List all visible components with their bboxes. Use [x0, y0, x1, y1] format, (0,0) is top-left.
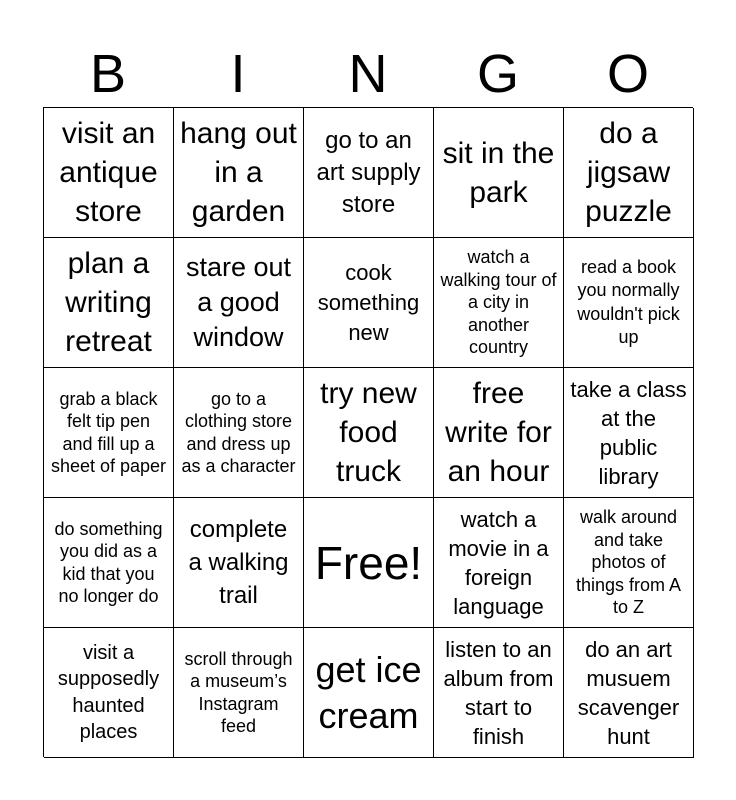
- bingo-cell[interactable]: [304, 108, 434, 238]
- bingo-cell[interactable]: [44, 498, 174, 628]
- header-letter-i: I: [230, 44, 246, 104]
- cell-text: plan a writing retreat: [65, 247, 152, 358]
- bingo-cell[interactable]: [304, 628, 434, 758]
- bingo-cell[interactable]: [434, 368, 564, 498]
- bingo-cell[interactable]: [44, 238, 174, 368]
- cell-text: watch a movie in a foreign language: [448, 506, 549, 619]
- bingo-cell[interactable]: [174, 628, 304, 758]
- header-letter-b: B: [89, 44, 127, 104]
- cell-text: do a jigsaw puzzle: [585, 117, 672, 228]
- bingo-cell[interactable]: [564, 628, 694, 758]
- bingo-card: [43, 107, 693, 757]
- bingo-cell[interactable]: [304, 368, 434, 498]
- cell-text: scroll through a museum’s Instagram feed: [184, 648, 293, 736]
- bingo-cell[interactable]: [174, 368, 304, 498]
- cell-text: listen to an album from start to finish: [443, 636, 554, 749]
- cell-text: get ice cream: [315, 648, 422, 736]
- bingo-cell[interactable]: [434, 238, 564, 368]
- cell-text: walk around and take photos of things from A to Z: [575, 507, 682, 618]
- bingo-cell[interactable]: [174, 108, 304, 238]
- cell-text: complete a walking trail: [188, 516, 289, 609]
- bingo-cell[interactable]: [564, 238, 694, 368]
- cell-text: stare out a good window: [185, 252, 292, 352]
- bingo-cell[interactable]: [434, 628, 564, 758]
- bingo-cell[interactable]: [174, 238, 304, 368]
- bingo-cell[interactable]: [564, 368, 694, 498]
- free-space[interactable]: [304, 498, 434, 628]
- cell-text: watch a walking tour of a city in another country: [440, 247, 557, 358]
- cell-text: read a book you normally wouldn't pick up: [577, 256, 680, 347]
- cell-text: do an art musuem scavenger hunt: [577, 636, 680, 749]
- header-letter-n: N: [348, 44, 388, 104]
- cell-text: grab a black felt tip pen and fill up a sheet of paper: [50, 388, 167, 476]
- free-space-text: Free!: [314, 536, 423, 589]
- bingo-cell[interactable]: [434, 108, 564, 238]
- cell-text: take a class at the public library: [570, 376, 687, 489]
- bingo-cell[interactable]: [44, 628, 174, 758]
- bingo-header: [43, 40, 693, 108]
- cell-text: do something you did as a kid that you no longer do: [54, 518, 163, 606]
- cell-text: cook something new: [317, 259, 420, 345]
- bingo-cell[interactable]: [174, 498, 304, 628]
- header-letter-g: G: [476, 44, 519, 104]
- cell-text: visit an antique store: [59, 117, 158, 228]
- bingo-cell[interactable]: [44, 368, 174, 498]
- bingo-cell[interactable]: [434, 498, 564, 628]
- cell-text: visit a supposedly haunted places: [57, 641, 160, 743]
- bingo-cell[interactable]: [304, 238, 434, 368]
- cell-text: sit in the park: [442, 136, 555, 209]
- bingo-cell[interactable]: [564, 108, 694, 238]
- cell-text: go to an art supply store: [316, 126, 421, 218]
- cell-text: try new food truck: [320, 377, 417, 488]
- cell-text: hang out in a garden: [180, 117, 297, 228]
- cell-text: go to a clothing store and dress up as a character: [181, 388, 296, 476]
- bingo-cell[interactable]: [44, 108, 174, 238]
- cell-text: free write for an hour: [445, 377, 552, 488]
- bingo-cell[interactable]: [564, 498, 694, 628]
- header-letter-o: O: [606, 44, 649, 104]
